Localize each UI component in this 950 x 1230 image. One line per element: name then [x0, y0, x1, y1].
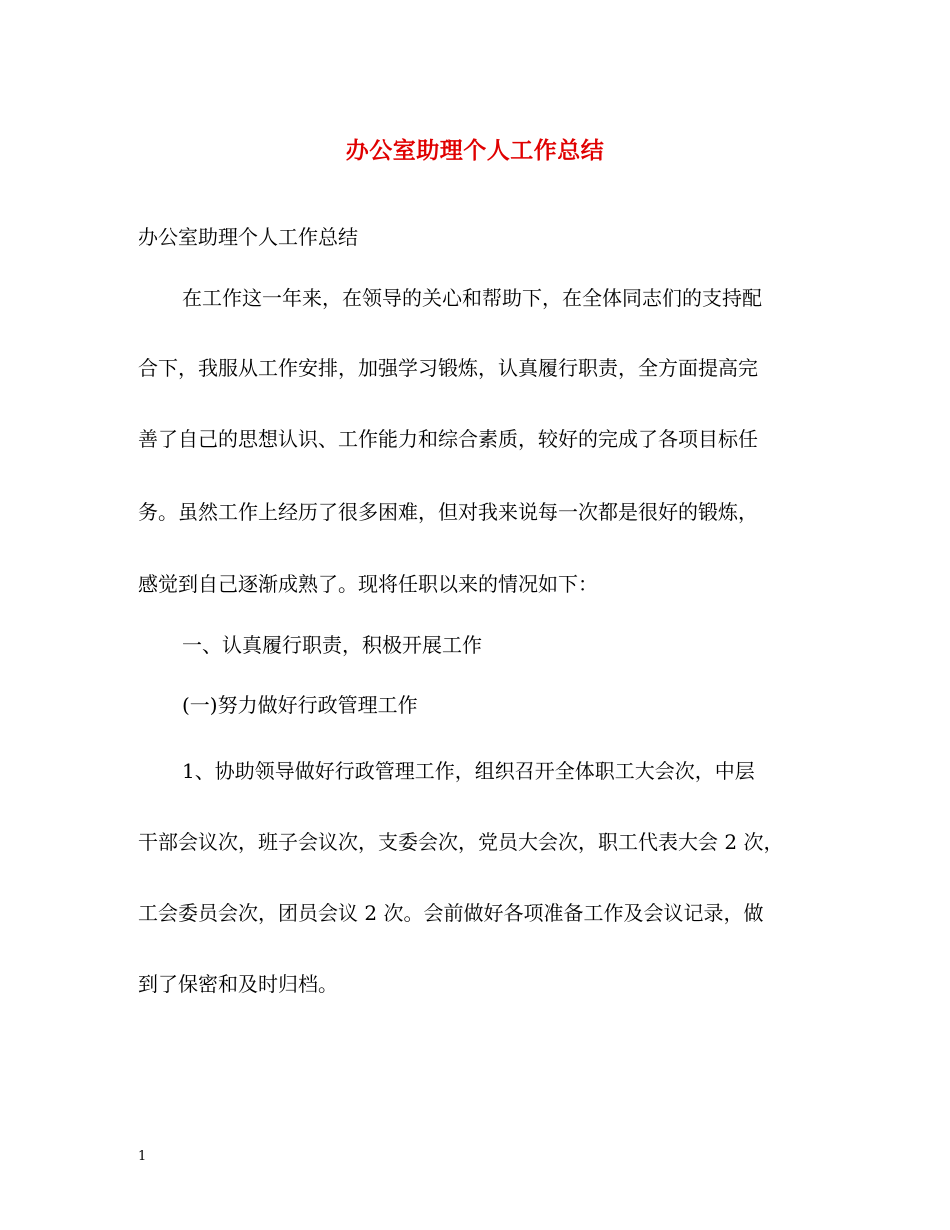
- paragraph-line: 合下，我服从工作安排，加强学习锻炼，认真履行职责，全方面提高完: [138, 356, 758, 380]
- document-title: 办公室助理个人工作总结: [345, 137, 605, 164]
- paragraph-line: 在工作这一年来，在领导的关心和帮助下，在全体同志们的支持配: [182, 286, 762, 310]
- paragraph-line: 感觉到自己逐渐成熟了。现将任职以来的情况如下：: [138, 572, 598, 596]
- paragraph-line: 务。虽然工作上经历了很多困难，但对我来说每一次都是很好的锻炼，: [138, 500, 758, 524]
- paragraph-line: 工会委员会次，团员会议 2 次。会前做好各项准备工作及会议记录，做: [138, 901, 764, 925]
- page-number: 1: [138, 1149, 147, 1164]
- section-heading: 一、认真履行职责，积极开展工作: [182, 633, 482, 657]
- paragraph-line: 1、协助领导做好行政管理工作，组织召开全体职工大会次，中层: [182, 759, 755, 783]
- paragraph-line: 到了保密和及时归档。: [138, 972, 338, 996]
- subsection-heading: (一)努力做好行政管理工作: [182, 693, 418, 717]
- document-subtitle: 办公室助理个人工作总结: [138, 225, 358, 249]
- paragraph-line: 善了自己的思想认识、工作能力和综合素质，较好的完成了各项目标任: [138, 427, 758, 451]
- paragraph-line: 干部会议次，班子会议次，支委会次，党员大会次，职工代表大会 2 次，: [138, 830, 784, 854]
